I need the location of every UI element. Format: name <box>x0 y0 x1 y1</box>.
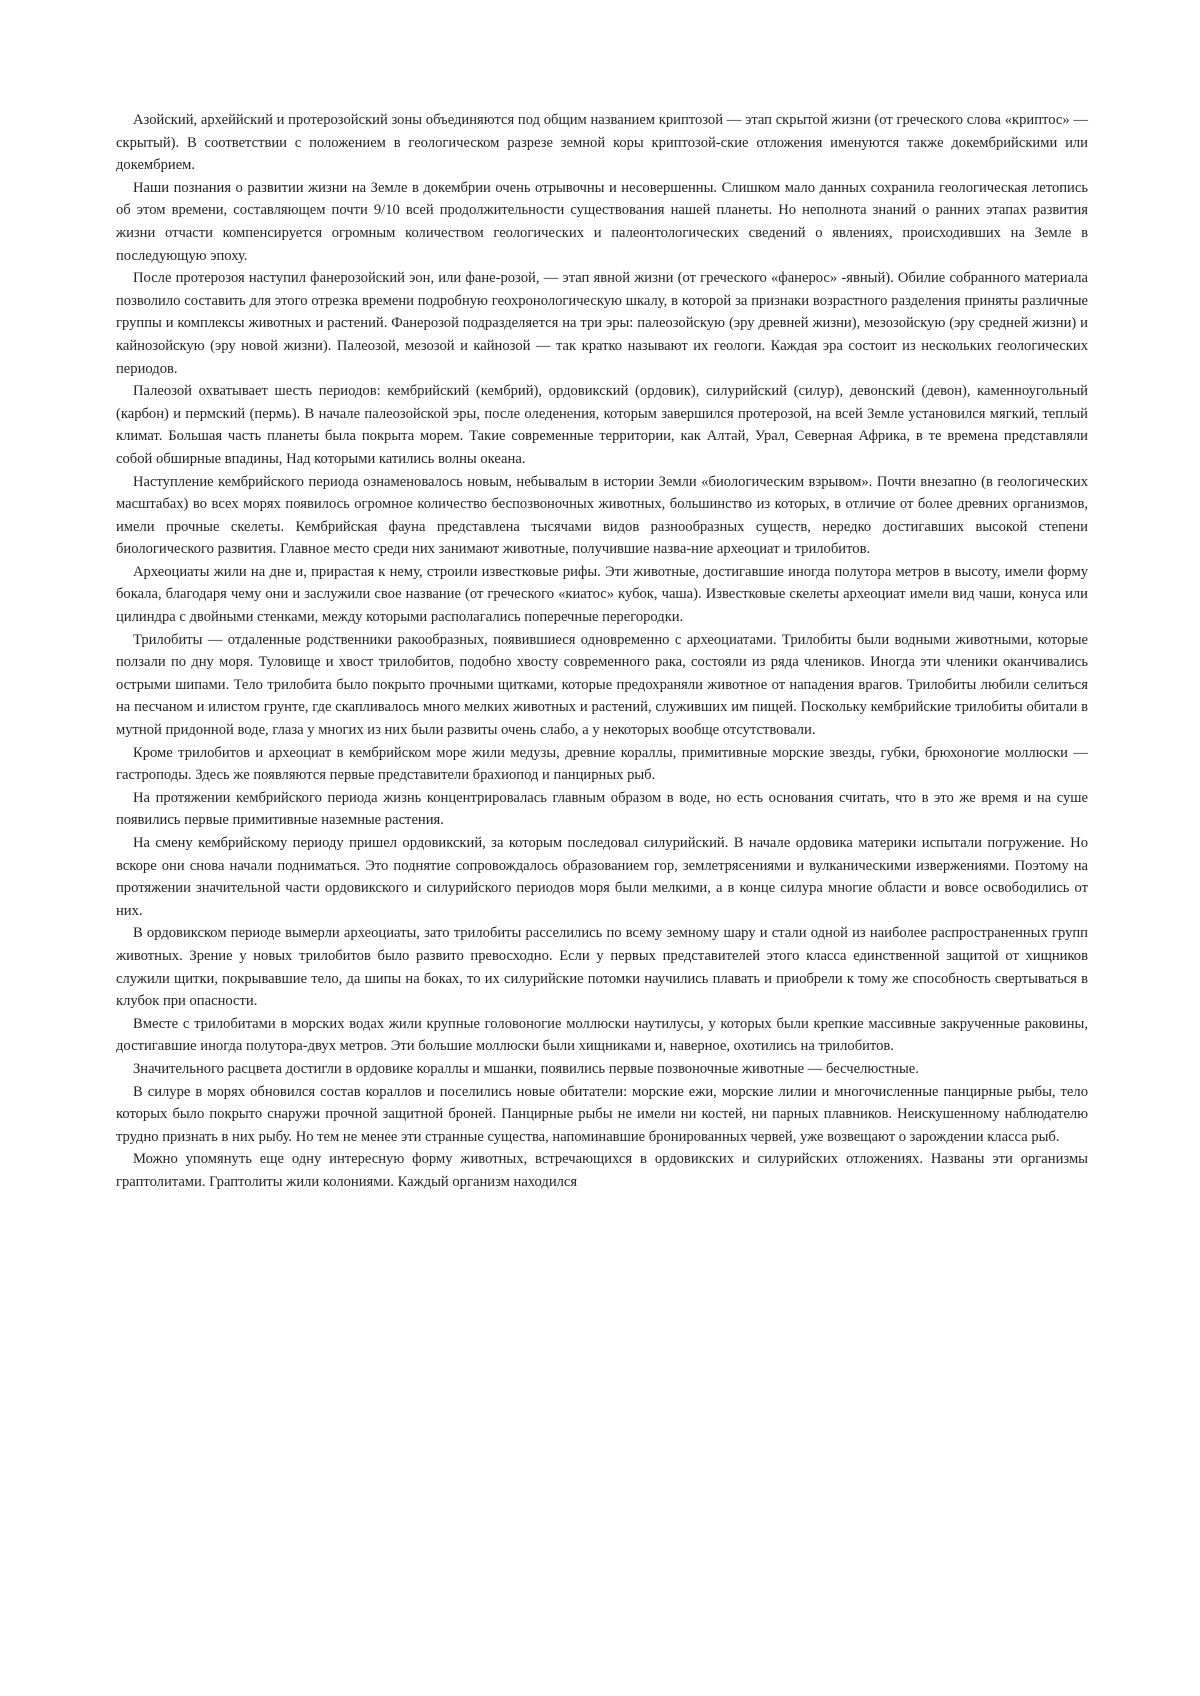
article-body <box>116 109 1088 1194</box>
paragraph-3: После протерозоя наступил фанерозойский эон, или фане-розой, — этап явной жизни (от греческого «фанерос» -явный). Обилие собранного материала позволило составить для этого отрезка времени подробную геохронологическую шкалу, в которой за признаки возрастного разделения приняты различные группы и комплексы животных и растений. Фанерозой подразделяется на три эры: палеозойскую (эру древней жизни), мезозойскую (эру средней жизни) и кайнозойскую (эру новой жизни). Палеозой, мезозой и кайнозой — так кратко называют их геологи. Каждая эра состоит из нескольких геологических периодов. <box>116 270 1088 377</box>
paragraph-4: Палеозой охватывает шесть периодов: кембрийский (кембрий), ордовикский (ордовик), силурийский (силур), девонский (девон), каменноугольный (карбон) и пермский (пермь). В начале палеозойской эры, после оледенения, которым завершился протерозой, на всей Земле установился мягкий, теплый климат. Большая часть планеты была покрыта морем. Такие современные территории, как Алтай, Урал, Северная Африка, в те времена представляли собой обширные впадины, Над которыми катились волны океана. <box>116 383 1088 467</box>
paragraph-10: На смену кембрийскому периоду пришел ордовикский, за которым последовал силурийский. В начале ордовика материки испытали погружение. Но вскоре они снова начали подниматься. Это поднятие сопровождалось образованием гор, землетрясениями и вулканическими извержениями. Поэтому на протяжении значительной части ордовикского и силурийского периодов моря были мелкими, а в конце силура многие области и вовсе освободились от них. <box>116 835 1088 919</box>
paragraph-15: Можно упомянуть еще одну интересную форму животных, встречающихся в ордовикских и силурийских отложениях. Названы эти организмы граптолитами. Граптолиты жили колониями. Каждый организм находился <box>116 1151 1088 1190</box>
paragraph-13: Значительного расцвета достигли в ордовике кораллы и мшанки, появились первые позвоночные животные — бесчелюстные. <box>133 1060 919 1077</box>
paragraph-1: Азойский, археййский и протерозойский зоны объединяются под общим названием криптозой — этап скрытой жизни (от греческого слова «криптос» — скрытый). В соответствии с положением в геологическом разрезе земной коры криптозой-ские отложения именуются также докембрийскими или докембрием. <box>116 112 1088 174</box>
paragraph-7: Трилобиты — отдаленные родственники ракообразных, появившиеся одновременно с археоциатами. Трилобиты были водными животными, которые ползали по дну моря. Туловище и хвост трилобитов, подобно хвосту современного рака, состояли из ряда члеников. Иногда эти членики оканчивались острыми шипами. Тело трилобита было покрыто прочными щитками, которые предохраняли животное от нападения врагов. Трилобиты любили селиться на песчаном и илистом грунте, где скапливалось много мелких животных и растений, служивших им пищей. Поскольку кембрийские трилобиты обитали в мутной придонной воде, глаза у многих из них были развиты очень слабо, а у некоторых вообще отсутствовали. <box>116 631 1088 739</box>
paragraph-6: Археоциаты жили на дне и, прирастая к нему, строили известковые рифы. Эти животные, достигавшие иногда полутора метров в высоту, имели форму бокала, благодаря чему они и заслужили свое название (от греческого «киатос» кубок, чаша). Известковые скелеты археоциат имели вид чаши, конуса или цилиндра с двойными стенками, между которыми располагались поперечные перегородки. <box>116 563 1088 626</box>
paragraph-8: Кроме трилобитов и археоциат в кембрийском море жили медузы, древние кораллы, примитивные морские звезды, губки, брюхоногие моллюски — гастроподы. Здесь же появляются первые представители брахиопод и панцирных рыб. <box>116 744 1088 784</box>
paragraph-12: Вместе с трилобитами в морских водах жили крупные головоногие моллюски наутилусы, у которых были крепкие массивные закрученные раковины, достигавшие иногда полутора-двух метров. Эти большие моллюски были хищниками и, наверное, охотились на трилобитов. <box>116 1015 1088 1055</box>
paragraph-9: На протяжении кембрийского периода жизнь концентрировалась главным образом в воде, но есть основания считать, что в это же время и на суше появились первые примитивные наземные растения. <box>116 789 1088 829</box>
paragraph-5: Наступление кембрийского периода ознаменовалось новым, небывалым в истории Земли «биологическим взрывом». Почти внезапно (в геологических масштабах) во всех морях появилось огромное количество беспозвоночных животных, большинство из которых, в отличие от более древних организмов, имели прочные скелеты. Кембрийская фауна представлена тысячами видов разнообразных существ, нередко достигавших высокой степени биологического развития. Главное место среди них занимают животные, получившие назва-ние археоциат и трилобитов. <box>116 473 1088 558</box>
paragraph-14: В силуре в морях обновился состав кораллов и поселились новые обитатели: морские ежи, морские лилии и многочисленные панцирные рыбы, тело которых было покрыто снаружи прочной защитной броней. Панцирные рыбы не имели ни костей, ни парных плавников. Неискушенному наблюдателю трудно признать в них рыбу. Но тем не менее эти странные существа, напоминавшие бронированных червей, уже возвещают о зарождении класса рыб. <box>116 1083 1088 1145</box>
paragraph-2: Наши познания о развитии жизни на Земле в докембрии очень отрывочны и несовершенны. Слишком мало данных сохранила геологическая летопись об этом времени, составляющем почти 9/10 всей продолжительности существования нашей планеты. Но неполнота знаний о ранних этапах развития жизни отчасти компенсируется огромным количеством геологических и палеонтологических сведений о явлениях, происходивших на Земле в последующую эпоху. <box>116 179 1088 264</box>
paragraph-11: В ордовикском периоде вымерли археоциаты, зато трилобиты расселились по всему земному шару и стали одной из наиболее распространенных групп животных. Зрение у новых трилобитов было развито превосходно. Если у первых представителей этого класса единственной защитой от хищников служили щитки, покрывавшие тело, да шипы на боках, то их силурийские потомки научились плавать и приобрели к тому же способность свертываться в клубок при опасности. <box>116 925 1088 1010</box>
